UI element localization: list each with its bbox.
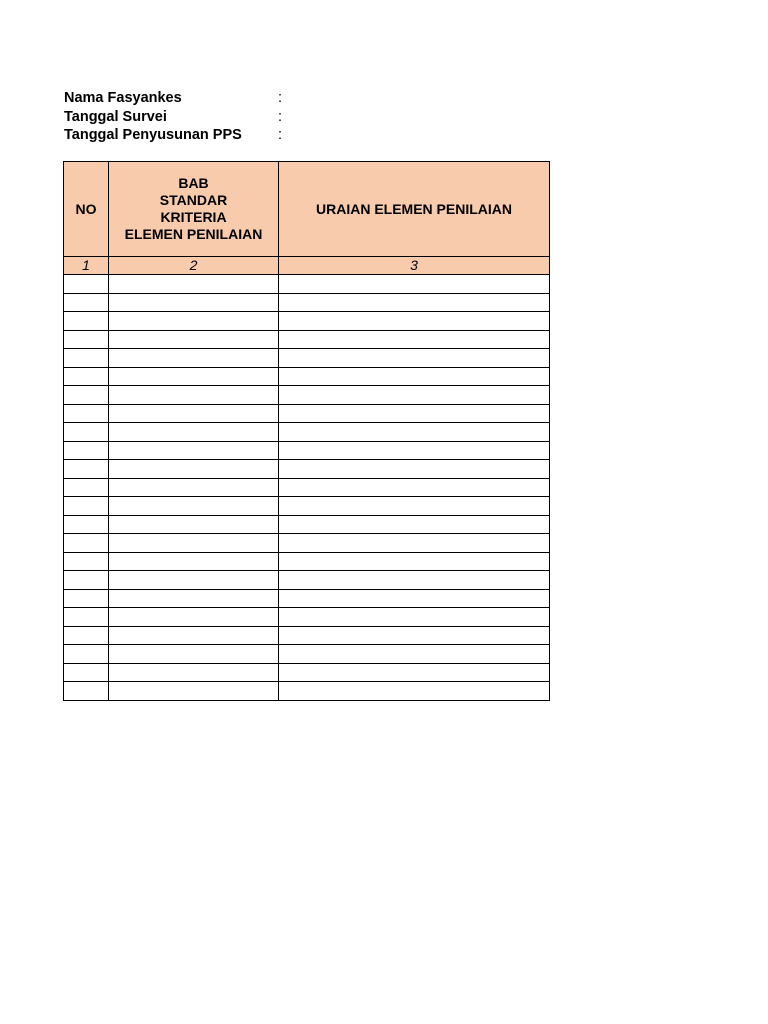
table-cell[interactable] xyxy=(279,478,550,497)
table-cell[interactable] xyxy=(109,534,279,553)
table-cell[interactable] xyxy=(64,349,109,368)
column-number: 3 xyxy=(279,257,550,275)
table-cell[interactable] xyxy=(64,534,109,553)
table-cell[interactable] xyxy=(64,497,109,516)
table-cell[interactable] xyxy=(279,589,550,608)
table-cell[interactable] xyxy=(64,367,109,386)
table-cell[interactable] xyxy=(279,404,550,423)
header-info xyxy=(64,89,283,145)
column-number: 2 xyxy=(109,257,279,275)
table-row[interactable] xyxy=(64,349,550,368)
table-cell[interactable] xyxy=(109,404,279,423)
table-row[interactable] xyxy=(64,571,550,590)
header-bab-line: BAB xyxy=(178,175,209,191)
table-header-row xyxy=(64,162,550,257)
table-row[interactable] xyxy=(64,608,550,627)
info-colon: : xyxy=(278,108,283,125)
table-cell[interactable] xyxy=(109,386,279,405)
table-row[interactable] xyxy=(64,293,550,312)
table-cell[interactable] xyxy=(279,534,550,553)
table-cell[interactable] xyxy=(279,275,550,294)
table-body xyxy=(64,275,550,701)
table-row[interactable] xyxy=(64,367,550,386)
table-row[interactable] xyxy=(64,441,550,460)
table-row[interactable] xyxy=(64,330,550,349)
header-bab-line: ELEMEN PENILAIAN xyxy=(124,226,263,242)
info-colon: : xyxy=(278,90,283,106)
table-cell[interactable] xyxy=(109,645,279,664)
table-cell[interactable] xyxy=(64,460,109,479)
table-cell[interactable] xyxy=(109,441,279,460)
table-row[interactable] xyxy=(64,626,550,645)
table-cell[interactable] xyxy=(279,645,550,664)
header-no: NO xyxy=(64,162,109,257)
table-cell[interactable] xyxy=(64,682,109,701)
pps-table xyxy=(63,161,550,701)
info-row-tanggal-penyusunan xyxy=(64,126,283,145)
info-label: Tanggal Penyusunan PPS xyxy=(64,127,242,143)
table-cell[interactable] xyxy=(279,497,550,516)
table-cell[interactable] xyxy=(64,404,109,423)
table-cell[interactable] xyxy=(64,293,109,312)
table-cell[interactable] xyxy=(279,663,550,682)
table-cell[interactable] xyxy=(109,275,279,294)
table-cell[interactable] xyxy=(64,552,109,571)
table-cell[interactable] xyxy=(109,460,279,479)
table-cell[interactable] xyxy=(64,386,109,405)
table-cell[interactable] xyxy=(279,515,550,534)
table-cell[interactable] xyxy=(279,312,550,331)
table-cell[interactable] xyxy=(279,293,550,312)
header-bab-line: STANDAR xyxy=(159,192,228,208)
table-cell[interactable] xyxy=(109,497,279,516)
info-colon: : xyxy=(278,127,283,143)
table-cell[interactable] xyxy=(64,312,109,331)
table-cell[interactable] xyxy=(109,367,279,386)
header-uraian: URAIAN ELEMEN PENILAIAN xyxy=(279,162,550,257)
table-row[interactable] xyxy=(64,534,550,553)
table-row[interactable] xyxy=(64,423,550,442)
table-cell[interactable] xyxy=(279,349,550,368)
table-cell[interactable] xyxy=(109,589,279,608)
table-cell[interactable] xyxy=(64,645,109,664)
table-row[interactable] xyxy=(64,682,550,701)
table-cell[interactable] xyxy=(64,515,109,534)
table-cell[interactable] xyxy=(279,386,550,405)
table-cell[interactable] xyxy=(109,478,279,497)
table-row[interactable] xyxy=(64,515,550,534)
table-cell[interactable] xyxy=(64,441,109,460)
table-cell[interactable] xyxy=(64,478,109,497)
table-cell[interactable] xyxy=(109,626,279,645)
info-row-tanggal-survei xyxy=(64,108,283,127)
column-number: 1 xyxy=(64,257,109,275)
table-cell[interactable] xyxy=(109,608,279,627)
header-bab xyxy=(109,162,279,257)
table-cell[interactable] xyxy=(64,589,109,608)
table-cell[interactable] xyxy=(64,330,109,349)
info-label: Tanggal Survei xyxy=(64,108,167,125)
table-cell[interactable] xyxy=(64,626,109,645)
table-row[interactable] xyxy=(64,275,550,294)
info-row-fasyankes xyxy=(64,89,283,108)
table-cell[interactable] xyxy=(279,626,550,645)
table-row[interactable] xyxy=(64,312,550,331)
table-cell[interactable] xyxy=(279,460,550,479)
table-row[interactable] xyxy=(64,404,550,423)
table-cell[interactable] xyxy=(64,663,109,682)
table-cell[interactable] xyxy=(109,515,279,534)
table-cell[interactable] xyxy=(279,423,550,442)
info-label: Nama Fasyankes xyxy=(64,90,182,106)
table-cell[interactable] xyxy=(279,441,550,460)
table-cell[interactable] xyxy=(109,330,279,349)
table-cell[interactable] xyxy=(109,312,279,331)
table-cell[interactable] xyxy=(109,293,279,312)
table-row[interactable] xyxy=(64,478,550,497)
column-number-row xyxy=(64,257,550,275)
table-cell[interactable] xyxy=(279,608,550,627)
table-cell[interactable] xyxy=(109,349,279,368)
table-cell[interactable] xyxy=(64,423,109,442)
table-row[interactable] xyxy=(64,645,550,664)
table-row[interactable] xyxy=(64,497,550,516)
table-cell[interactable] xyxy=(109,552,279,571)
table-cell[interactable] xyxy=(279,552,550,571)
table-cell[interactable] xyxy=(64,608,109,627)
table-row[interactable] xyxy=(64,460,550,479)
table-cell[interactable] xyxy=(109,571,279,590)
table-cell[interactable] xyxy=(279,682,550,701)
table-cell[interactable] xyxy=(279,571,550,590)
table-row[interactable] xyxy=(64,663,550,682)
header-bab-line: KRITERIA xyxy=(160,209,227,225)
table-row[interactable] xyxy=(64,386,550,405)
table-row[interactable] xyxy=(64,552,550,571)
table-cell[interactable] xyxy=(64,571,109,590)
table-cell[interactable] xyxy=(109,682,279,701)
table-cell[interactable] xyxy=(109,423,279,442)
table-cell[interactable] xyxy=(279,367,550,386)
table-cell[interactable] xyxy=(64,275,109,294)
table-cell[interactable] xyxy=(279,330,550,349)
table-row[interactable] xyxy=(64,589,550,608)
table-cell[interactable] xyxy=(109,663,279,682)
